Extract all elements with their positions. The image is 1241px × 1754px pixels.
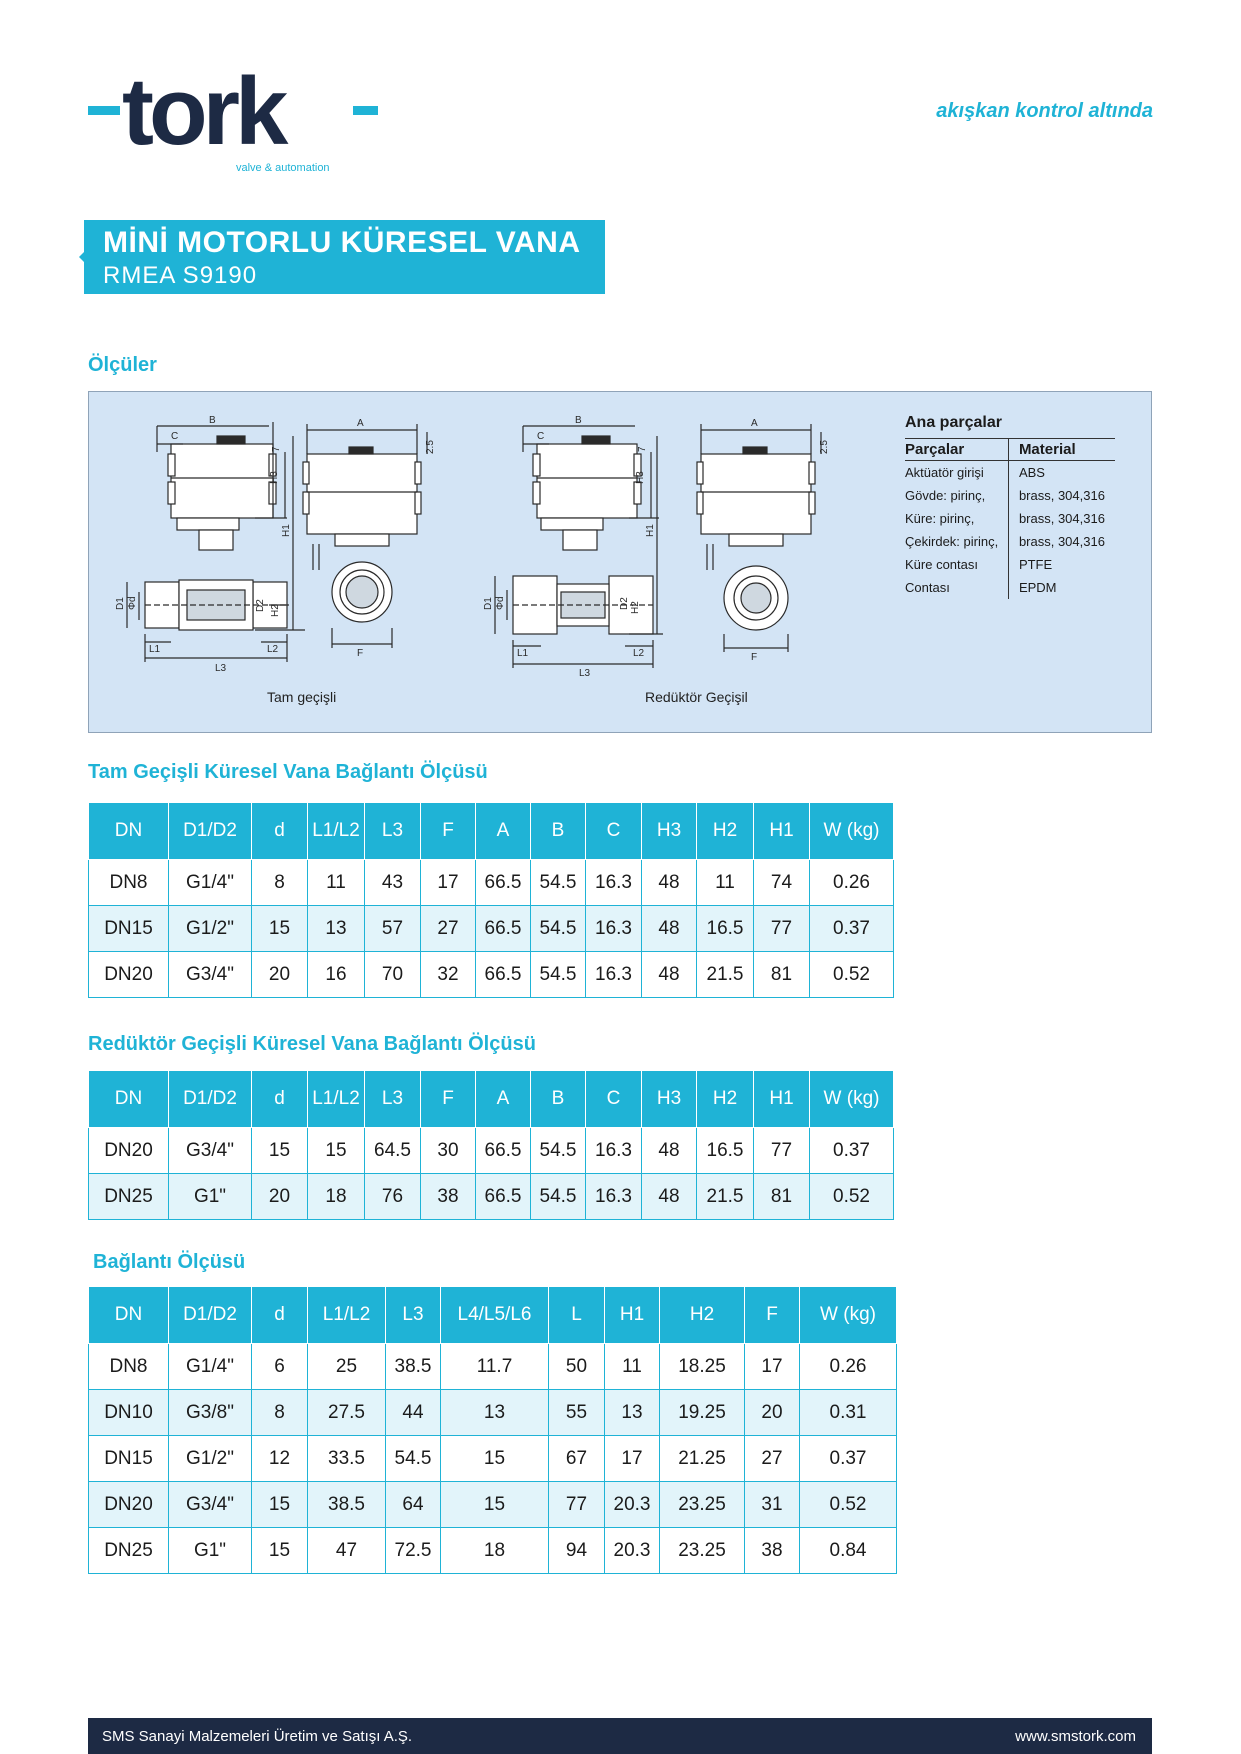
column-header: B [531, 803, 586, 860]
table-cell: 17 [745, 1344, 800, 1390]
svg-text:A: A [751, 418, 758, 429]
part-material: ABS [1008, 461, 1115, 485]
table-cell: 81 [754, 952, 810, 998]
table3-heading: Bağlantı Ölçüsü [93, 1251, 246, 1273]
svg-text:7: 7 [271, 446, 282, 452]
part-name: Çekirdek: pirinç, [905, 534, 999, 549]
tork-logo [88, 58, 378, 176]
svg-text:B: B [575, 415, 582, 426]
table-row [89, 860, 894, 906]
table-cell: DN15 [89, 1436, 169, 1482]
table-cell: 66.5 [476, 906, 531, 952]
table-cell: 11 [308, 860, 365, 906]
table-cell: G1/2" [169, 906, 252, 952]
table-cell: 18 [441, 1528, 549, 1574]
table-cell: 77 [754, 1128, 810, 1174]
table-cell: 38 [421, 1174, 476, 1220]
table-cell: 76 [365, 1174, 421, 1220]
svg-text:L2: L2 [267, 644, 279, 655]
reducer-dimension-table [88, 1070, 894, 1220]
svg-text:H3: H3 [635, 471, 646, 484]
part-material: brass, 304,316 [1008, 484, 1115, 507]
table-cell: 77 [754, 906, 810, 952]
part-name: Contası [905, 580, 950, 595]
table-cell: 48 [642, 860, 697, 906]
svg-text:H3: H3 [269, 471, 280, 484]
table-cell: 31 [745, 1482, 800, 1528]
full-bore-dimension-table [88, 802, 894, 998]
table-cell: 27 [421, 906, 476, 952]
reducer-side-view [483, 415, 663, 679]
caption-full-bore: Tam geçişli [267, 689, 337, 705]
part-name: Küre contası [905, 557, 978, 572]
table-cell: 54.5 [386, 1436, 441, 1482]
column-header: D1/D2 [169, 1287, 252, 1344]
column-header: F [421, 1071, 476, 1128]
logo-bar-right [353, 106, 378, 115]
table-cell: 16 [308, 952, 365, 998]
svg-text:2.5: 2.5 [819, 440, 830, 454]
table-cell: 66.5 [476, 860, 531, 906]
table-cell: 11.7 [441, 1344, 549, 1390]
table-row [89, 1482, 897, 1528]
parts-material-table [905, 438, 1115, 599]
column-header: L4/L5/L6 [441, 1287, 549, 1344]
table-cell: G3/4" [169, 1482, 252, 1528]
table2-heading: Redüktör Geçişli Küresel Vana Bağlantı Ölçüsü [88, 1033, 536, 1055]
table-cell: 50 [549, 1344, 605, 1390]
table-cell: 16.3 [586, 1128, 642, 1174]
table-cell: 23.25 [660, 1482, 745, 1528]
column-header: L1/L2 [308, 803, 365, 860]
svg-text:L2: L2 [633, 648, 645, 659]
svg-text:L3: L3 [579, 668, 591, 679]
table-cell: G1/4" [169, 1344, 252, 1390]
parts-row [905, 576, 1115, 599]
column-header: d [252, 803, 308, 860]
table-cell: 13 [605, 1390, 660, 1436]
table-cell: 48 [642, 906, 697, 952]
parts-col-header: Parçalar [905, 439, 1008, 461]
table-cell: 8 [252, 1390, 308, 1436]
column-header: L3 [386, 1287, 441, 1344]
column-header: C [586, 803, 642, 860]
table-cell: 54.5 [531, 1174, 586, 1220]
table-cell: 11 [605, 1344, 660, 1390]
column-header: H3 [642, 1071, 697, 1128]
table-cell: 15 [252, 906, 308, 952]
table-cell: 48 [642, 1174, 697, 1220]
column-header: H2 [660, 1287, 745, 1344]
table-cell: DN20 [89, 1482, 169, 1528]
table-cell: 0.37 [810, 1128, 894, 1174]
table1-heading: Tam Geçişli Küresel Vana Bağlantı Ölçüsü [88, 761, 488, 783]
table-cell: 20 [745, 1390, 800, 1436]
column-header: W (kg) [800, 1287, 897, 1344]
product-model: RMEA S9190 [103, 262, 258, 289]
svg-text:A: A [357, 418, 364, 429]
table-row [89, 1128, 894, 1174]
table-row [89, 1436, 897, 1482]
table-cell: 72.5 [386, 1528, 441, 1574]
table-cell: 18.25 [660, 1344, 745, 1390]
table-cell: 54.5 [531, 860, 586, 906]
table-cell: 70 [365, 952, 421, 998]
column-header: F [745, 1287, 800, 1344]
svg-text:D2: D2 [255, 599, 266, 612]
table-cell: 15 [252, 1128, 308, 1174]
svg-text:H2: H2 [270, 604, 281, 617]
logo-bar-left [88, 106, 120, 115]
table-cell: 15 [441, 1482, 549, 1528]
column-header: W (kg) [810, 1071, 894, 1128]
svg-text:Φd: Φd [127, 596, 138, 610]
table-cell: 21.5 [697, 952, 754, 998]
column-header: B [531, 1071, 586, 1128]
main-parts-table [905, 414, 1115, 599]
table-cell: 66.5 [476, 1174, 531, 1220]
table-cell: 16.3 [586, 906, 642, 952]
table-cell: 8 [252, 860, 308, 906]
table-header-row [89, 1287, 897, 1344]
table-cell: 17 [605, 1436, 660, 1482]
column-header: A [476, 1071, 531, 1128]
table-cell: 16.5 [697, 1128, 754, 1174]
table-cell: DN8 [89, 1344, 169, 1390]
caption-reducer: Redüktör Geçişil [645, 689, 748, 705]
table-cell: 43 [365, 860, 421, 906]
table-cell: 16.3 [586, 860, 642, 906]
table-cell: 0.84 [800, 1528, 897, 1574]
reducer-front-view [697, 418, 830, 663]
table-cell: DN10 [89, 1390, 169, 1436]
table-cell: 0.37 [810, 906, 894, 952]
table-cell: G1/4" [169, 860, 252, 906]
table-cell: 54.5 [531, 952, 586, 998]
table-cell: 25 [308, 1344, 386, 1390]
table-cell: 0.52 [810, 952, 894, 998]
svg-text:D1: D1 [115, 597, 126, 610]
svg-text:2.5: 2.5 [425, 440, 436, 454]
footer-website[interactable]: www.smstork.com [1015, 1728, 1136, 1745]
table-cell: 11 [697, 860, 754, 906]
svg-text:7: 7 [637, 446, 648, 452]
table-cell: 6 [252, 1344, 308, 1390]
svg-text:F: F [357, 648, 364, 659]
column-header: L1/L2 [308, 1287, 386, 1344]
column-header: L3 [365, 1071, 421, 1128]
table-cell: 66.5 [476, 1128, 531, 1174]
table-cell: 94 [549, 1528, 605, 1574]
column-header: H1 [754, 1071, 810, 1128]
table-cell: 64.5 [365, 1128, 421, 1174]
svg-text:Φd: Φd [495, 596, 506, 610]
table-cell: 0.26 [810, 860, 894, 906]
table-cell: 0.52 [800, 1482, 897, 1528]
table-cell: G3/4" [169, 1128, 252, 1174]
column-header: D1/D2 [169, 1071, 252, 1128]
table-cell: 15 [308, 1128, 365, 1174]
column-header: W (kg) [810, 803, 894, 860]
part-material: brass, 304,316 [1008, 507, 1115, 530]
column-header: C [586, 1071, 642, 1128]
svg-text:F: F [751, 652, 758, 663]
column-header: L [549, 1287, 605, 1344]
table-cell: 12 [252, 1436, 308, 1482]
table-cell: 0.37 [800, 1436, 897, 1482]
main-parts-heading: Ana parçalar [905, 414, 1002, 431]
table-cell: 54.5 [531, 1128, 586, 1174]
column-header: L1/L2 [308, 1071, 365, 1128]
table-cell: 0.31 [800, 1390, 897, 1436]
parts-row [905, 461, 1115, 485]
dimensions-heading: Ölçüler [88, 354, 157, 376]
banner-notch [79, 248, 88, 266]
table-cell: 20 [252, 1174, 308, 1220]
table-cell: G1" [169, 1528, 252, 1574]
column-header: d [252, 1287, 308, 1344]
table-cell: 23.25 [660, 1528, 745, 1574]
table-cell: 18 [308, 1174, 365, 1220]
title-banner [88, 220, 605, 294]
table-cell: 48 [642, 1128, 697, 1174]
table-cell: 33.5 [308, 1436, 386, 1482]
full-bore-front-view [303, 418, 436, 659]
slogan: akışkan kontrol altında [936, 100, 1153, 122]
table-cell: 27 [745, 1436, 800, 1482]
table-cell: 15 [252, 1482, 308, 1528]
footer-company: SMS Sanayi Malzemeleri Üretim ve Satışı A.Ş. [102, 1728, 413, 1745]
part-name: Aktüatör girişi [905, 465, 984, 480]
table-cell: 67 [549, 1436, 605, 1482]
table-cell: 77 [549, 1482, 605, 1528]
svg-text:L3: L3 [215, 663, 227, 674]
table-cell: 47 [308, 1528, 386, 1574]
table-cell: 54.5 [531, 906, 586, 952]
table-cell: 0.52 [810, 1174, 894, 1220]
table-cell: G1/2" [169, 1436, 252, 1482]
column-header: L3 [365, 803, 421, 860]
logo-subtitle: valve & automation [236, 162, 330, 174]
svg-text:C: C [537, 431, 545, 442]
part-material: brass, 304,316 [1008, 530, 1115, 553]
svg-text:L1: L1 [149, 644, 161, 655]
column-header: H1 [605, 1287, 660, 1344]
table-cell: 81 [754, 1174, 810, 1220]
table-cell: 21.5 [697, 1174, 754, 1220]
column-header: A [476, 803, 531, 860]
table-cell: 15 [441, 1436, 549, 1482]
table-header-row [89, 1071, 894, 1128]
table-cell: 44 [386, 1390, 441, 1436]
full-bore-side-view [115, 415, 305, 674]
table-cell: G1" [169, 1174, 252, 1220]
column-header: d [252, 1071, 308, 1128]
table-cell: 20.3 [605, 1482, 660, 1528]
table-cell: 17 [421, 860, 476, 906]
table-cell: 20.3 [605, 1528, 660, 1574]
table-cell: DN15 [89, 906, 169, 952]
table-cell: 19.25 [660, 1390, 745, 1436]
footer-bar [88, 1718, 1152, 1754]
svg-text:B: B [209, 415, 216, 426]
svg-text:H1: H1 [281, 524, 292, 537]
table-cell: 16.3 [586, 1174, 642, 1220]
parts-row [905, 553, 1115, 576]
table-row [89, 1344, 897, 1390]
table-cell: DN25 [89, 1174, 169, 1220]
column-header: DN [89, 803, 169, 860]
column-header: H1 [754, 803, 810, 860]
table-row [89, 906, 894, 952]
svg-text:D2: D2 [619, 597, 630, 610]
svg-text:L1: L1 [517, 648, 529, 659]
table-cell: G3/8" [169, 1390, 252, 1436]
parts-row [905, 530, 1115, 553]
column-header: H3 [642, 803, 697, 860]
table-cell: 27.5 [308, 1390, 386, 1436]
svg-text:C: C [171, 431, 179, 442]
logo-wordmark: tork [122, 58, 284, 165]
table-row [89, 1174, 894, 1220]
column-header: DN [89, 1287, 169, 1344]
svg-text:H2: H2 [630, 601, 641, 614]
svg-text:D1: D1 [483, 597, 494, 610]
table-cell: 30 [421, 1128, 476, 1174]
table-cell: 38.5 [308, 1482, 386, 1528]
table-cell: 48 [642, 952, 697, 998]
table-row [89, 1390, 897, 1436]
column-header: D1/D2 [169, 803, 252, 860]
svg-text:H1: H1 [645, 524, 656, 537]
table-header-row [89, 803, 894, 860]
table-cell: 38 [745, 1528, 800, 1574]
table-cell: 0.26 [800, 1344, 897, 1390]
table-row [89, 952, 894, 998]
table-cell: 16.3 [586, 952, 642, 998]
column-header: H2 [697, 803, 754, 860]
technical-drawing-panel [88, 391, 1152, 733]
table-cell: 13 [308, 906, 365, 952]
parts-row [905, 484, 1115, 507]
column-header: H2 [697, 1071, 754, 1128]
table-cell: 64 [386, 1482, 441, 1528]
table-cell: DN20 [89, 952, 169, 998]
column-header: F [421, 803, 476, 860]
table-cell: DN8 [89, 860, 169, 906]
column-header: DN [89, 1071, 169, 1128]
table-cell: 15 [252, 1528, 308, 1574]
part-name: Küre: pirinç, [905, 511, 975, 526]
table-cell: 13 [441, 1390, 549, 1436]
material-col-header: Material [1008, 439, 1115, 461]
table-cell: 66.5 [476, 952, 531, 998]
table-cell: 57 [365, 906, 421, 952]
table-cell: 21.25 [660, 1436, 745, 1482]
parts-row [905, 507, 1115, 530]
table-cell: 55 [549, 1390, 605, 1436]
part-material: PTFE [1008, 553, 1115, 576]
table-cell: 32 [421, 952, 476, 998]
table-cell: 38.5 [386, 1344, 441, 1390]
table-cell: DN20 [89, 1128, 169, 1174]
table-cell: G3/4" [169, 952, 252, 998]
table-cell: 20 [252, 952, 308, 998]
table-row [89, 1528, 897, 1574]
table-cell: 16.5 [697, 906, 754, 952]
part-name: Gövde: pirinç, [905, 488, 986, 503]
product-title: MİNİ MOTORLU KÜRESEL VANA [103, 226, 581, 259]
table-cell: DN25 [89, 1528, 169, 1574]
part-material: EPDM [1008, 576, 1115, 599]
table-cell: 74 [754, 860, 810, 906]
connection-dimension-table [88, 1286, 897, 1574]
